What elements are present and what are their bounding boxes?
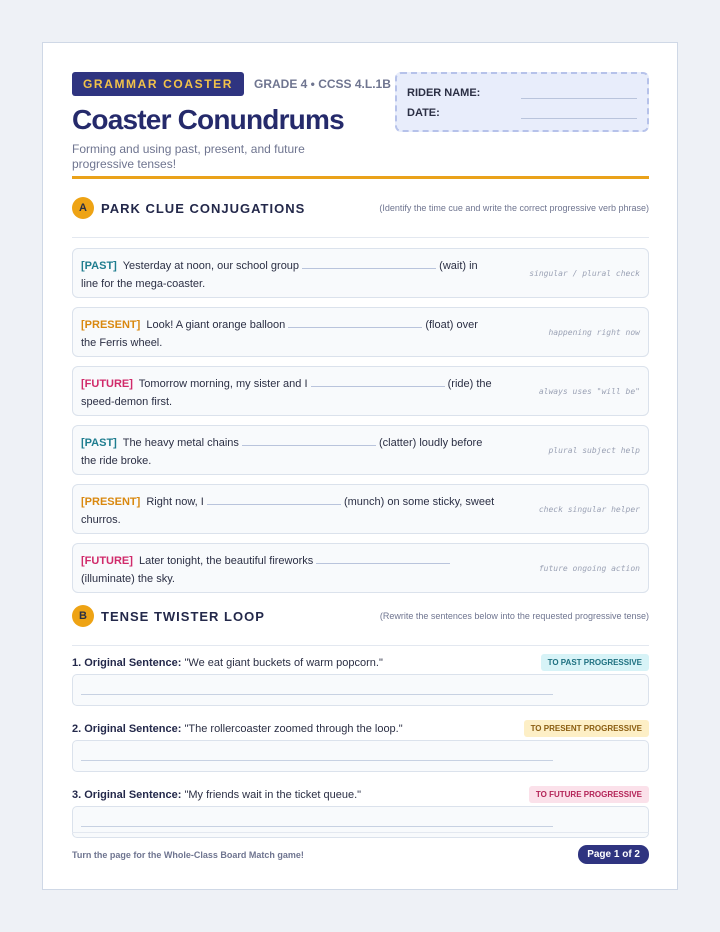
rider-name-field[interactable] [521,87,637,99]
sentence-end: (wait) in line for the mega-coaster. [81,260,478,290]
rewrite-question [72,785,649,838]
worksheet-page [42,42,678,890]
rider-info-box [395,72,649,132]
conjugation-sentence [81,493,496,529]
target-tense-pill: TO FUTURE PROGRESSIVE [529,786,649,803]
answer-blank[interactable] [288,317,422,328]
sentence-end: (float) over the Ferris wheel. [81,319,478,349]
conjugation-sentence [81,257,496,293]
header-divider [72,176,649,179]
sentence-start: The heavy metal chains [122,437,239,449]
answer-line [81,826,553,827]
question-label: 1. Original Sentence: [72,656,182,669]
target-tense-pill: TO PAST PROGRESSIVE [541,654,649,671]
tense-tag: [PAST] [81,437,117,449]
rewrite-question [72,719,649,772]
tense-tag: [FUTURE] [81,555,133,567]
sentence-start: Tomorrow morning, my sister and I [138,378,308,390]
question-row [72,719,649,738]
sentence-end: (clatter) loudly before the ride broke. [81,437,483,467]
original-sentence: "The rollercoaster zoomed through the loop." [184,722,403,735]
conjugation-card [72,484,649,534]
section-b-instructions: (Rewrite the sentences below into the requested progressive tense) [379,611,649,621]
answer-blank[interactable] [311,376,445,387]
rewrite-answer-box[interactable] [72,740,649,772]
answer-blank[interactable] [316,553,450,564]
section-a-badge: A [72,197,94,219]
section-a-title: PARK CLUE CONJUGATIONS [101,200,306,216]
date-label: DATE: [407,107,440,119]
date-row [407,103,637,123]
grade-standard: GRADE 4 • CCSS 4.L.1B [254,77,391,91]
sentence-end: (munch) on some sticky, sweet churros. [81,496,495,526]
conjugation-sentence [81,552,496,588]
original-sentence: "My friends wait in the ticket queue." [184,788,362,801]
conjugation-card [72,366,649,416]
hint-text: future ongoing action [538,563,640,573]
hint-text: singular / plural check [529,268,640,278]
section-b-header [72,602,649,646]
page-footer [72,832,649,864]
tense-tag: [PRESENT] [81,496,141,508]
rider-name-label: RIDER NAME: [407,87,481,99]
question-label: 2. Original Sentence: [72,722,182,735]
rider-name-row [407,83,637,103]
sentence-start: Yesterday at noon, our school group [122,260,300,272]
section-b-badge: B [72,605,94,627]
conjugation-sentence [81,375,496,411]
conjugation-list [72,248,649,593]
section-a-instructions: (Identify the time cue and write the correct progressive verb phrase) [379,203,649,213]
sentence-end: (ride) the speed-demon first. [81,378,492,408]
page-title: Coaster Conundrums [72,104,344,135]
answer-line [81,694,553,695]
original-sentence: "We eat giant buckets of warm popcorn." [184,656,383,669]
question-row [72,653,649,672]
answer-blank[interactable] [207,494,341,505]
tense-tag: [FUTURE] [81,378,133,390]
rewrite-question [72,653,649,706]
rewrite-answer-box[interactable] [72,674,649,706]
conjugation-sentence [81,434,496,470]
section-b-title: TENSE TWISTER LOOP [101,608,265,624]
worksheet-header [72,72,649,176]
sentence-start: Look! A giant orange balloon [146,319,286,331]
sentence-end: (illuminate) the sky. [81,573,175,585]
brand-badge: GRAMMAR COASTER [72,72,244,96]
conjugation-card [72,248,649,298]
footer-note: Turn the page for the Whole-Class Board Match game! [72,849,304,860]
answer-blank[interactable] [302,258,436,269]
answer-line [81,760,553,761]
sentence-start: Later tonight, the beautiful fireworks [139,555,314,567]
page-subtitle: Forming and using past, present, and future progressive tenses! [72,142,305,171]
sentence-start: Right now, I [146,496,204,508]
question-label: 3. Original Sentence: [72,788,182,801]
conjugation-card [72,425,649,475]
question-row [72,785,649,804]
worksheet-content [72,72,649,860]
target-tense-pill: TO PRESENT PROGRESSIVE [524,720,649,737]
tense-tag: [PAST] [81,260,117,272]
question-text [72,657,383,669]
date-field[interactable] [521,107,637,119]
conjugation-card [72,307,649,357]
hint-text: happening right now [548,327,640,337]
hint-text: plural subject help [548,445,640,455]
answer-blank[interactable] [242,435,376,446]
section-a-header [72,194,649,238]
conjugation-card [72,543,649,593]
page-number-pill: Page 1 of 2 [578,845,649,864]
hint-text: always uses "will be" [538,386,640,396]
conjugation-sentence [81,316,496,352]
question-text [72,723,403,735]
question-text [72,789,361,801]
hint-text: check singular helper [538,504,640,514]
tense-tag: [PRESENT] [81,319,141,331]
